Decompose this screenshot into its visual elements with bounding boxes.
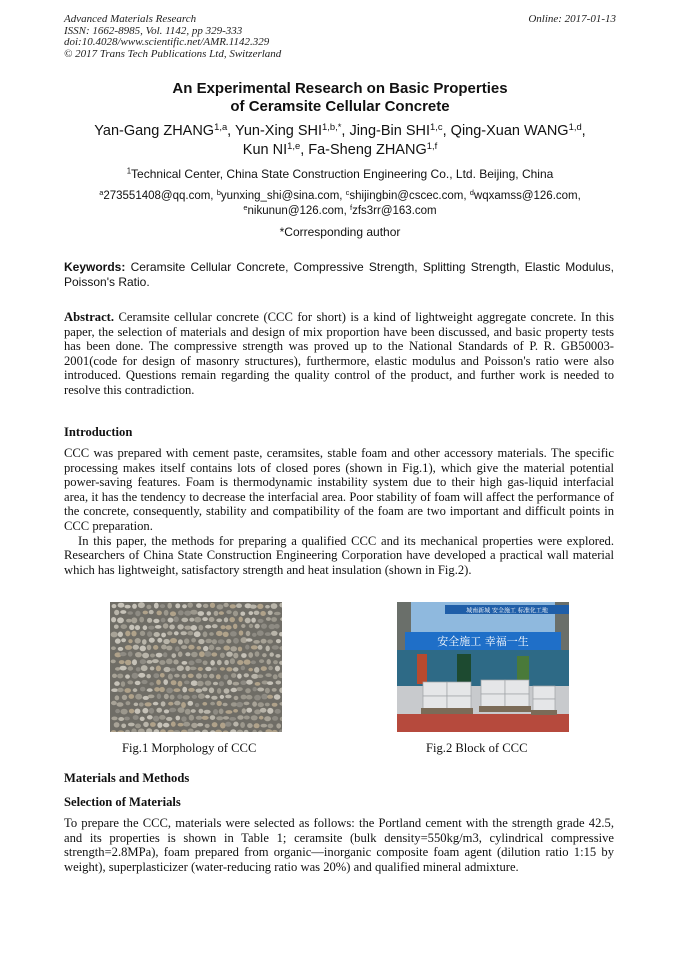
keywords-text: Ceramsite Cellular Concrete, Compressive Strength, Splitting Strength, Elastic Modulus, Poisson's Ratio. — [64, 260, 614, 289]
copyright-line: © 2017 Trans Tech Publications Ltd, Switzerland — [64, 47, 282, 60]
author: Fa-Sheng ZHANG$^{1,f}$ — [308, 139, 438, 158]
email: $^c$shijingbin@cscec.com, — [345, 187, 470, 202]
email-list — [64, 189, 616, 219]
author: Yan-Gang ZHANG$^{1,a}$, — [94, 120, 235, 139]
title-line-2: of Ceramsite Cellular Concrete — [230, 98, 450, 115]
email: $^a$273551408@qq.com, — [99, 187, 217, 202]
issn-line: ISSN: 1662-8985, Vol. 1142, pp 329-333 — [64, 24, 243, 37]
abstract — [64, 310, 614, 398]
journal-header — [64, 14, 616, 60]
subsection-heading-selection: Selection of Materials — [64, 795, 181, 809]
paragraph: CCC was prepared with cement paste, ceramsites, stable foam and other accessory materials. The specific processing makes itself contains lots of closed pores (shown in Fig.1), which give the material potential power-saving features. Foam is thermodynamic instability system due to their high gas-liquid interfacial area, it has the tendency to decrease the interfacial area. Poor stability of foam will affect the performance of the concrete, consequently, stability and compatibility of the foam are two important and difficult points in CCC preparation. — [64, 446, 614, 533]
email: $^d$wqxamss@126.com, — [469, 187, 581, 202]
figure-2-caption: Fig.2 Block of CCC — [426, 741, 528, 755]
materials-body — [64, 816, 614, 874]
figure-1-caption: Fig.1 Morphology of CCC — [122, 741, 257, 755]
journal-name: Advanced Materials Research — [64, 13, 197, 25]
figure-1-image — [110, 602, 282, 732]
title-line-1: An Experimental Research on Basic Properties — [172, 80, 508, 97]
paragraph: In this paper, the methods for preparing a qualified CCC and its mechanical properties were explored. Researchers of China State Construction Engineering Corporation have developed a practical wall material which has lightweight, satisfactory strength and heat insulation (shown in Fig.2). — [64, 533, 614, 577]
author: Jing-Bin SHI$^{1,c}$, — [349, 120, 451, 139]
author: Yun-Xing $SHI^{1,b,*}$, — [234, 120, 350, 139]
corresponding-author-note: *Corresponding author — [279, 225, 401, 239]
paragraph: To prepare the CCC, materials were selected as follows: the Portland cement with the strength grade 42.5, and its properties is shown in Table 1; ceramsite (bulk density=550kg/m3, cylindrical compressive strength=2.8MPa), foam prepared from organic—inorganic composite foam agent (dilution ratio 1:15 by weight), superplasticizer (water-reducing ratio was 20%) and qualified mineral admixture. — [64, 816, 614, 874]
author: Kun NI$^{1,e}$, — [242, 139, 309, 158]
affiliation: $^1$Technical Center, China State Construction Engineering Co., Ltd. Beijing, China — [126, 166, 554, 181]
keywords-label: Keywords: — [64, 260, 126, 274]
section-heading-introduction: Introduction — [64, 425, 133, 439]
introduction-body — [64, 446, 614, 577]
abstract-text: Ceramsite cellular concrete (CCC for short) is a kind of lightweight aggregate concrete. In this paper, the selection of materials and design of mix proportion have been discussed, and basic property tests has been done. The compressive strength was proved up to the National Standards of P. R. GB50003-2001(code for design of masonry structures), furthermore, elastic modulus and Poisson's ratio were also introduced. Questions remain regarding the quality control of the product, and further work is needed to resolve this contradiction. — [64, 310, 614, 397]
top-sign-text: 城南新城 安全施工 标准化工地 — [466, 607, 548, 615]
author-list — [60, 122, 620, 160]
email: $^b$yunxing_shi@sina.com, — [216, 187, 346, 202]
doi-line: doi:10.4028/www.scientific.net/AMR.1142.329 — [64, 36, 270, 48]
author: Qing-Xuan WANG$^{1,d}$, — [450, 120, 586, 139]
figure-2-image — [397, 602, 569, 732]
section-heading-materials: Materials and Methods — [64, 771, 190, 785]
online-date: Online: 2017-01-13 — [528, 13, 616, 25]
paper-title — [64, 80, 616, 116]
banner-text: 安全施工 幸福一生 — [437, 635, 529, 648]
keywords — [64, 260, 614, 289]
concrete-block-photo — [397, 602, 569, 732]
email: $^e$nikunun@126.com, — [243, 202, 350, 217]
abstract-label: Abstract. — [64, 310, 115, 324]
ceramsite-texture-image — [110, 602, 282, 732]
email: $^f$zfs3rr@163.com — [350, 202, 437, 217]
